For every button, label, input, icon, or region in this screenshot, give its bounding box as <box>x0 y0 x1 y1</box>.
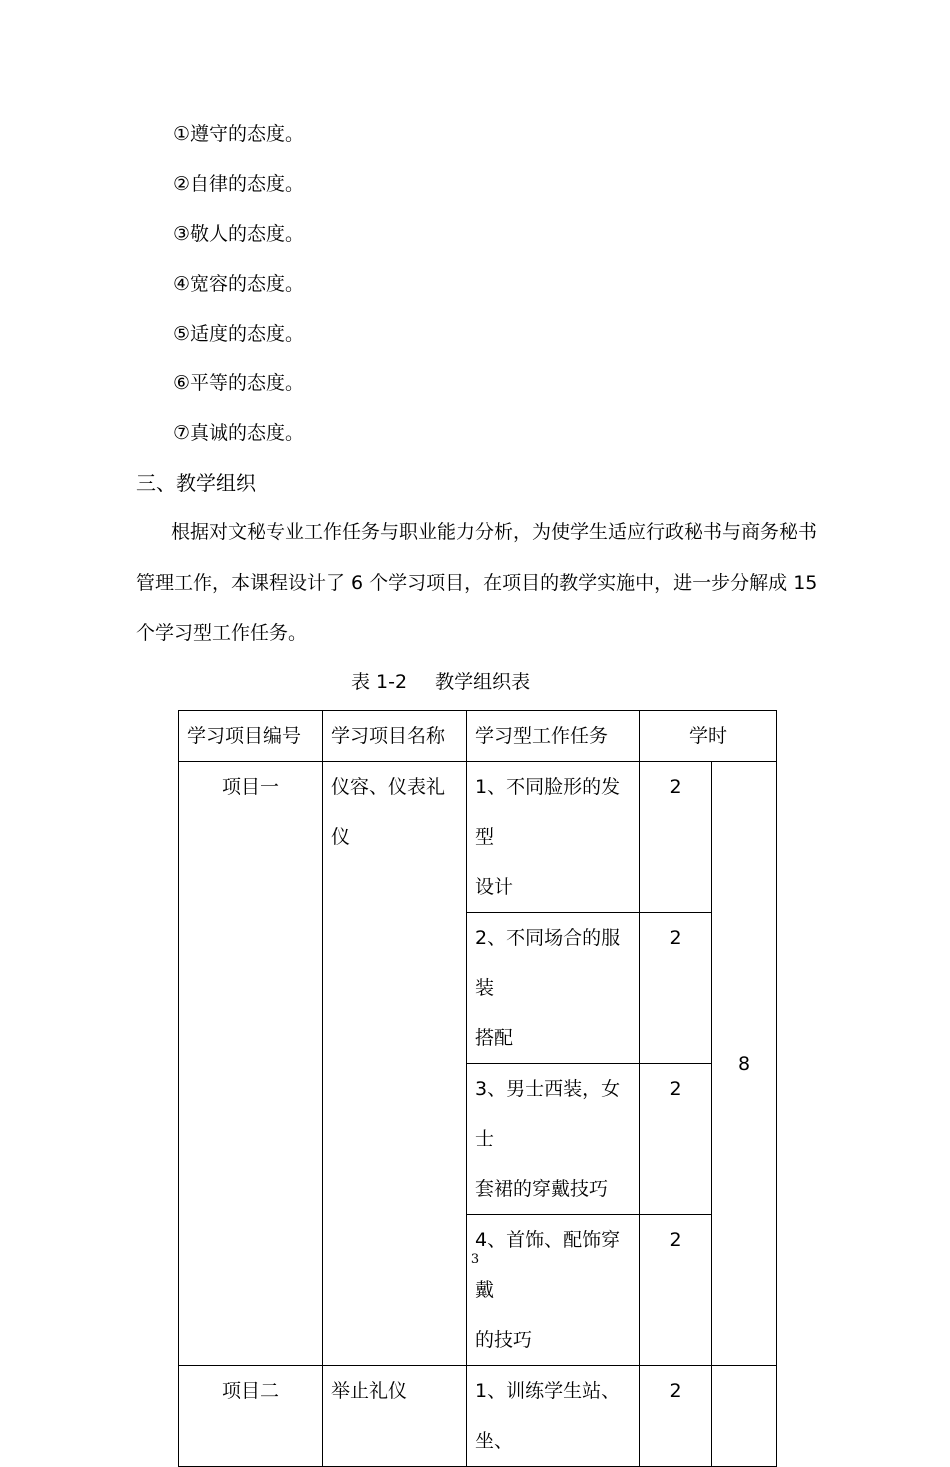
table-row <box>179 762 777 913</box>
project-name-cell: 仪容、仪表礼仪 <box>323 762 467 1366</box>
paragraph-line: 根据对文秘专业工作任务与职业能力分析，为使学生适应行政秘书与商务秘书 <box>171 521 818 543</box>
table-caption-number: 表 1-2 <box>351 671 408 693</box>
paragraph-line: 管理工作，本课程设计了 6 个学习项目，在项目的教学实施中，进一步分解成 15 <box>136 572 818 594</box>
task-hours-cell: 2 <box>640 1366 712 1467</box>
header-cell-task: 学习型工作任务 <box>467 711 640 762</box>
task-cell <box>467 1215 640 1366</box>
project-total-hours-cell: 8 <box>712 762 777 1366</box>
task-cell: 1、训练学生站、坐、 <box>467 1366 640 1467</box>
task-line: 4、首饰、配饰穿戴 <box>475 1229 621 1301</box>
task-cell <box>467 913 640 1064</box>
task-line: 1、不同脸形的发型 <box>475 776 621 848</box>
task-line: 套裙的穿戴技巧 <box>475 1178 609 1200</box>
task-hours-cell: 2 <box>640 1064 712 1215</box>
table-row <box>179 1366 777 1467</box>
paragraph-line: 个学习型工作任务。 <box>136 622 308 644</box>
attitude-item: ③敬人的态度。 <box>173 223 305 245</box>
page-number: 3 <box>470 1252 480 1267</box>
task-cell <box>467 1064 640 1215</box>
table-header-row <box>179 711 777 762</box>
attitude-item: ⑤适度的态度。 <box>173 323 305 345</box>
header-cell-project-name: 学习项目名称 <box>323 711 467 762</box>
table-caption <box>351 670 530 694</box>
project-id-cell: 项目一 <box>179 762 323 1366</box>
attitude-item: ⑦真诚的态度。 <box>173 422 305 444</box>
task-line: 的技巧 <box>475 1329 533 1351</box>
task-line: 搭配 <box>475 1027 514 1049</box>
task-hours-cell: 2 <box>640 913 712 1064</box>
project-total-hours-cell <box>712 1366 777 1467</box>
task-line: 3、男士西装，女士 <box>475 1078 621 1150</box>
attitude-item: ⑥平等的态度。 <box>173 372 305 394</box>
task-line: 2、不同场合的服装 <box>475 927 621 999</box>
task-line: 设计 <box>475 876 514 898</box>
task-hours-cell: 2 <box>640 762 712 913</box>
attitude-item: ④宽容的态度。 <box>173 273 305 295</box>
section-heading: 三、教学组织 <box>136 471 256 495</box>
task-cell <box>467 762 640 913</box>
project-name-cell: 举止礼仪 <box>323 1366 467 1467</box>
header-cell-hours: 学时 <box>640 711 777 762</box>
teaching-organization-table <box>178 710 777 1467</box>
table-caption-title: 教学组织表 <box>435 671 531 693</box>
attitude-item: ①遵守的态度。 <box>173 123 305 145</box>
attitude-item: ②自律的态度。 <box>173 173 305 195</box>
header-cell-project-id: 学习项目编号 <box>179 711 323 762</box>
project-id-cell: 项目二 <box>179 1366 323 1467</box>
task-hours-cell: 2 <box>640 1215 712 1366</box>
